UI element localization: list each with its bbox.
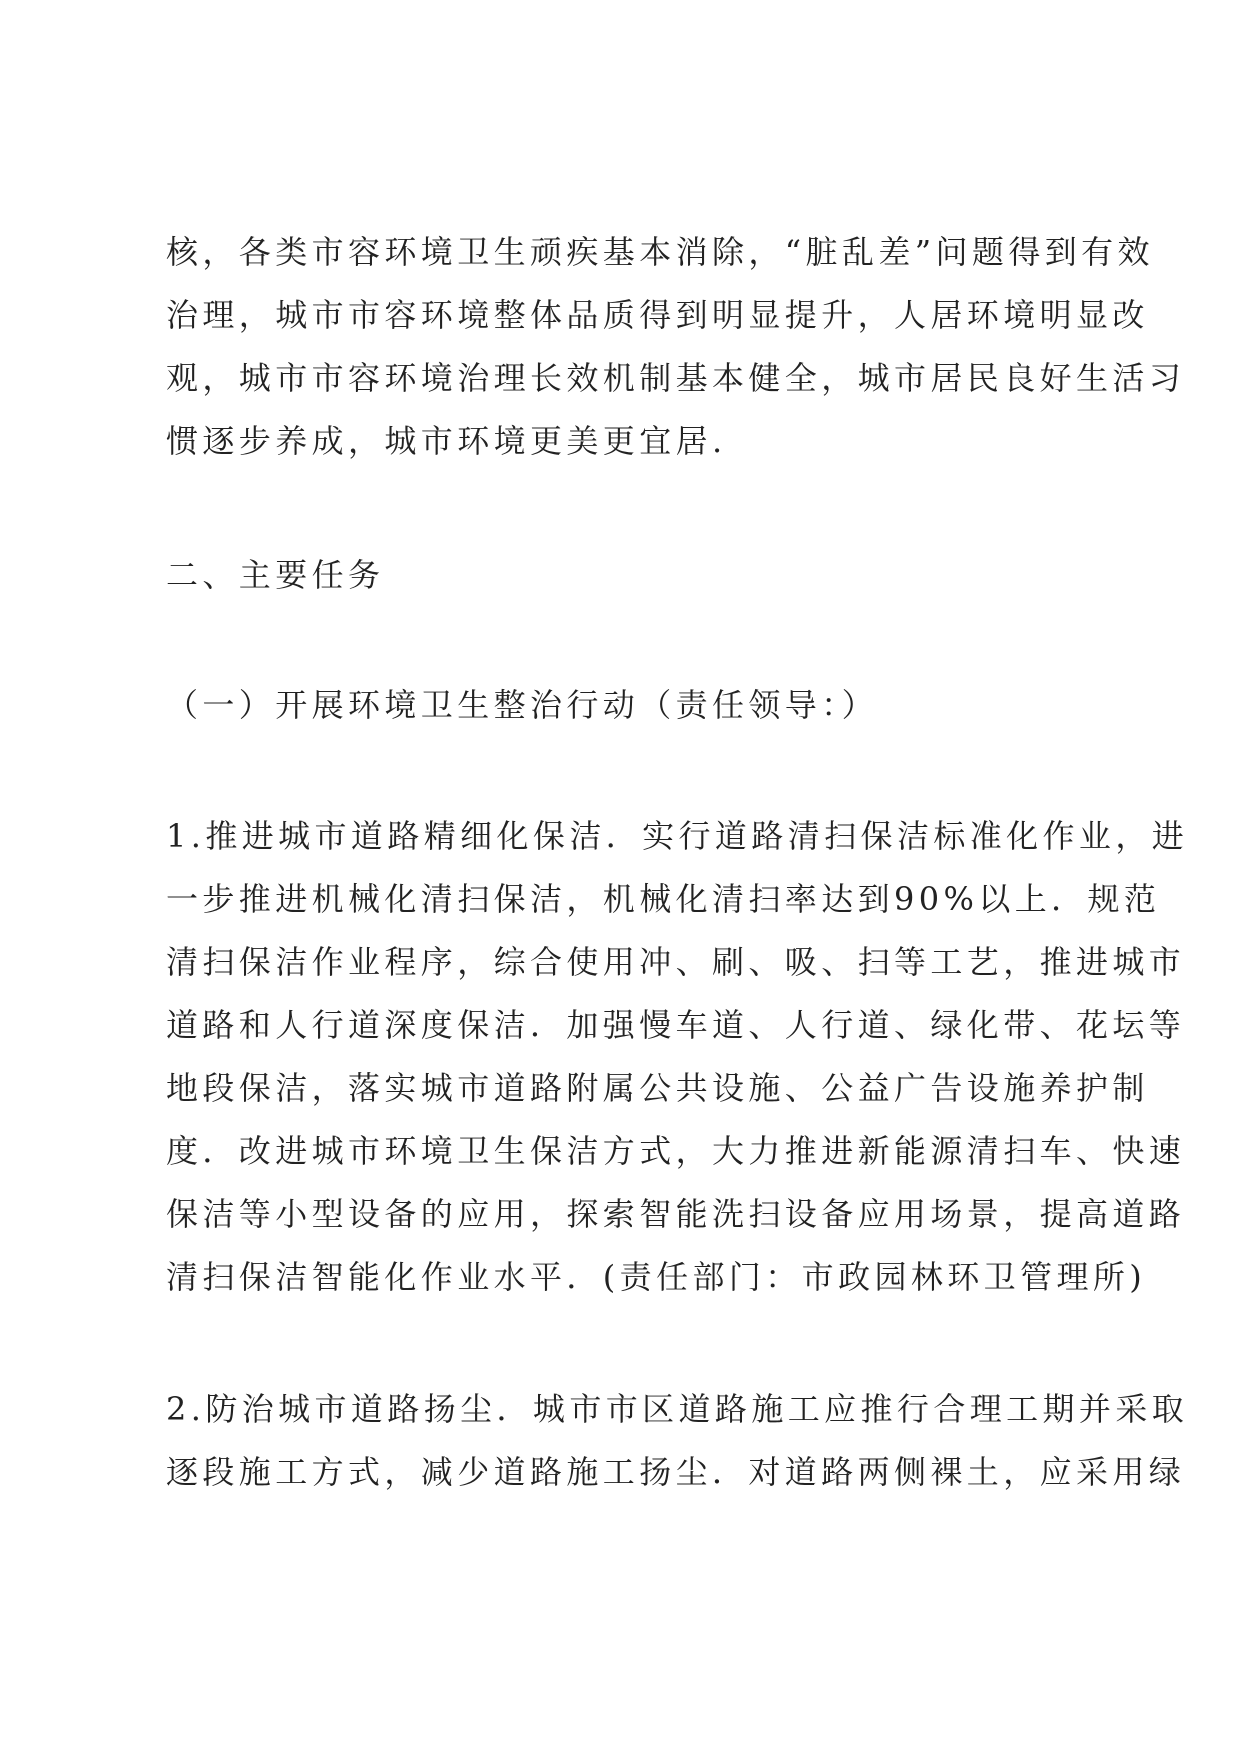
paragraph-line: 1.推进城市道路精细化保洁．实行道路清扫保洁标准化作业，进 xyxy=(166,817,1189,855)
paragraph-line: 清扫保洁作业程序，综合使用冲、刷、吸、扫等工艺，推进城市 xyxy=(166,943,1186,981)
section-heading: 二、主要任务 xyxy=(166,556,385,594)
paragraph-line: 2.防治城市道路扬尘．城市市区道路施工应推行合理工期并采取 xyxy=(166,1390,1189,1428)
paragraph-line: 一步推进机械化清扫保洁，机械化清扫率达到90%以上．规范 xyxy=(166,880,1161,918)
paragraph-line: 治理，城市市容环境整体品质得到明显提升，人居环境明显改 xyxy=(166,296,1149,334)
paragraph-line: 惯逐步养成，城市环境更美更宜居. xyxy=(166,422,727,460)
paragraph-line: 清扫保洁智能化作业水平．(责任部门：市政园林环卫管理所) xyxy=(166,1258,1147,1296)
paragraph-line: 逐段施工方式，减少道路施工扬尘．对道路两侧裸土，应采用绿 xyxy=(166,1453,1186,1491)
paragraph-line: 观，城市市容环境治理长效机制基本健全，城市居民良好生活习 xyxy=(166,359,1186,397)
paragraph-line: 度．改进城市环境卫生保洁方式，大力推进新能源清扫车、快速 xyxy=(166,1132,1186,1170)
subsection-heading: （一）开展环境卫生整治行动（责任领导：） xyxy=(166,686,879,724)
paragraph-line: 核，各类市容环境卫生顽疾基本消除，“脏乱差”问题得到有效 xyxy=(166,233,1154,271)
paragraph-line: 道路和人行道深度保洁．加强慢车道、人行道、绿化带、花坛等 xyxy=(166,1006,1186,1044)
paragraph-line: 地段保洁，落实城市道路附属公共设施、公益广告设施养护制 xyxy=(166,1069,1149,1107)
paragraph-line: 保洁等小型设备的应用，探索智能洗扫设备应用场景，提高道路 xyxy=(166,1195,1186,1233)
